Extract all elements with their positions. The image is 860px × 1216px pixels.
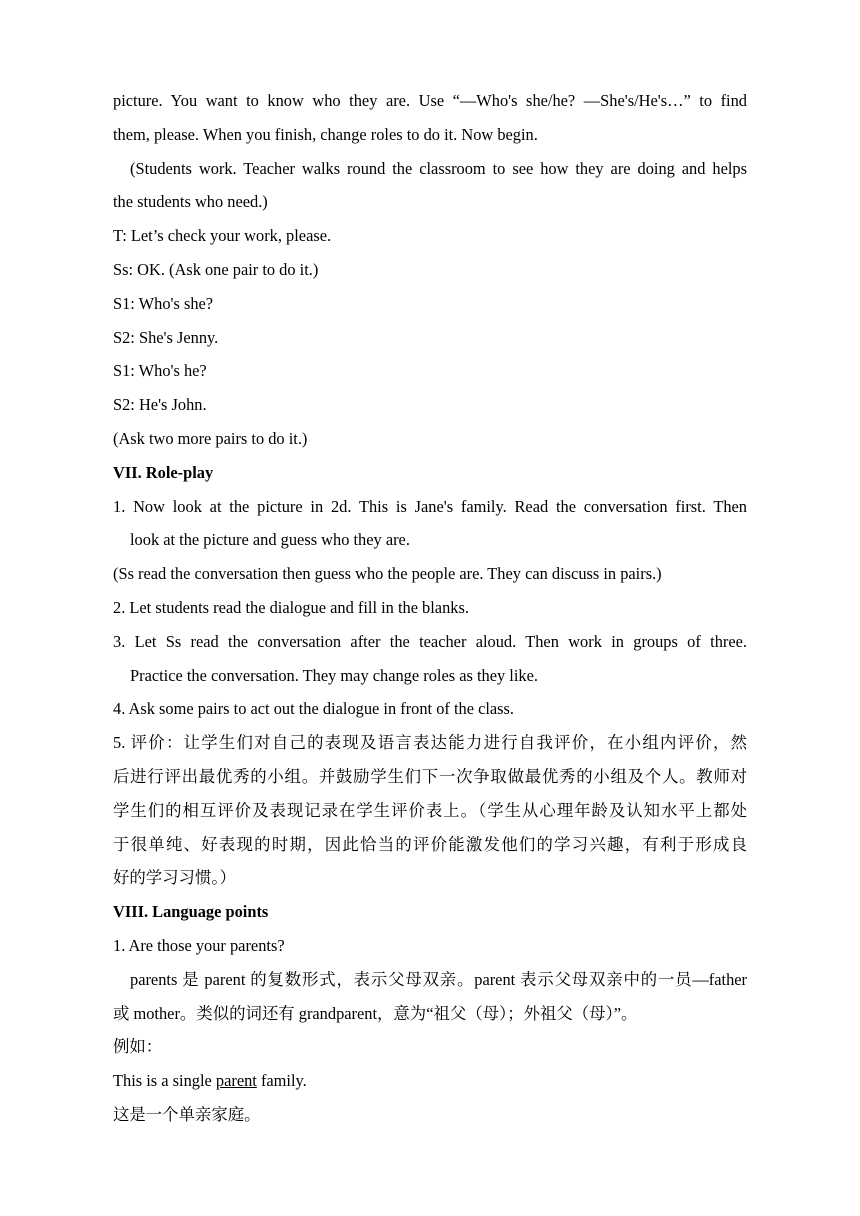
section-heading-role-play: VII. Role-play [113, 462, 214, 482]
text-line: 5. 评价：让学生们对自己的表现及语言表达能力进行自我评价，在小组内评价，然 [113, 733, 747, 753]
text-line: 后进行评出最优秀的小组。并鼓励学生们下一次争取做最优秀的小组及个人。教师对 [113, 766, 747, 786]
text-line: T: Let’s check your work, please. [113, 226, 332, 246]
text-line: S2: She's Jenny. [113, 327, 219, 347]
text-line: 1. Now look at the picture in 2d. This is Jane's family. Read the conversation first. Then [113, 496, 747, 516]
text-line: 这是一个单亲家庭。 [113, 1104, 261, 1124]
text-line: (Students work. Teacher walks round the classroom to see how they are doing and helps [130, 158, 747, 178]
text-line: S2: He's John. [113, 395, 207, 415]
text-line: 或 mother。类似的词还有 grandparent，意为“祖父（母）；外祖父（母）”。 [113, 1003, 638, 1023]
text-line: 学生们的相互评价及表现记录在学生评价表上。（学生从心理年龄及认知水平上都处 [113, 800, 747, 820]
text-line: 例如： [113, 1037, 163, 1057]
text-line: (Ask two more pairs to do it.) [113, 428, 308, 448]
example-sentence [113, 1064, 747, 1098]
text-line: S1: Who's she? [113, 293, 214, 313]
text-line: them, please. When you finish, change roles to do it. Now begin. [113, 124, 538, 144]
text-line: picture. You want to know who they are. Use “—Who's she/he? —She's/He's…” to find [113, 91, 747, 110]
text-line: 4. Ask some pairs to act out the dialogue in front of the class. [113, 699, 515, 719]
text-line: Ss: OK. (Ask one pair to do it.) [113, 259, 319, 279]
text-line: the students who need.) [113, 192, 268, 212]
text-line: 1. Are those your parents? [113, 935, 285, 955]
example-text-after: family. [256, 1071, 307, 1091]
example-text-before: This is a single [113, 1071, 216, 1091]
text-line: 3. Let Ss read the conversation after the teacher aloud. Then work in groups of three. [113, 631, 747, 651]
text-line: Practice the conversation. They may change roles as they like. [130, 665, 538, 685]
text-line: parents 是 parent 的复数形式，表示父母双亲。parent 表示父母双亲中的一员—father [130, 969, 747, 989]
text-line: S1: Who's he? [113, 361, 207, 381]
text-line: look at the picture and guess who they are. [130, 530, 410, 550]
text-line: 2. Let students read the dialogue and fill in the blanks. [113, 597, 469, 617]
underlined-word: parent [215, 1071, 257, 1091]
section-heading-language-points: VIII. Language points [113, 902, 269, 922]
text-line: (Ss read the conversation then guess who the people are. They can discuss in pairs.) [113, 564, 662, 584]
document-page [113, 84, 747, 1132]
text-line: 好的学习习惯。） [113, 868, 236, 888]
text-line: 于很单纯、好表现的时期，因此恰当的评价能激发他们的学习兴趣，有利于形成良 [113, 834, 747, 854]
